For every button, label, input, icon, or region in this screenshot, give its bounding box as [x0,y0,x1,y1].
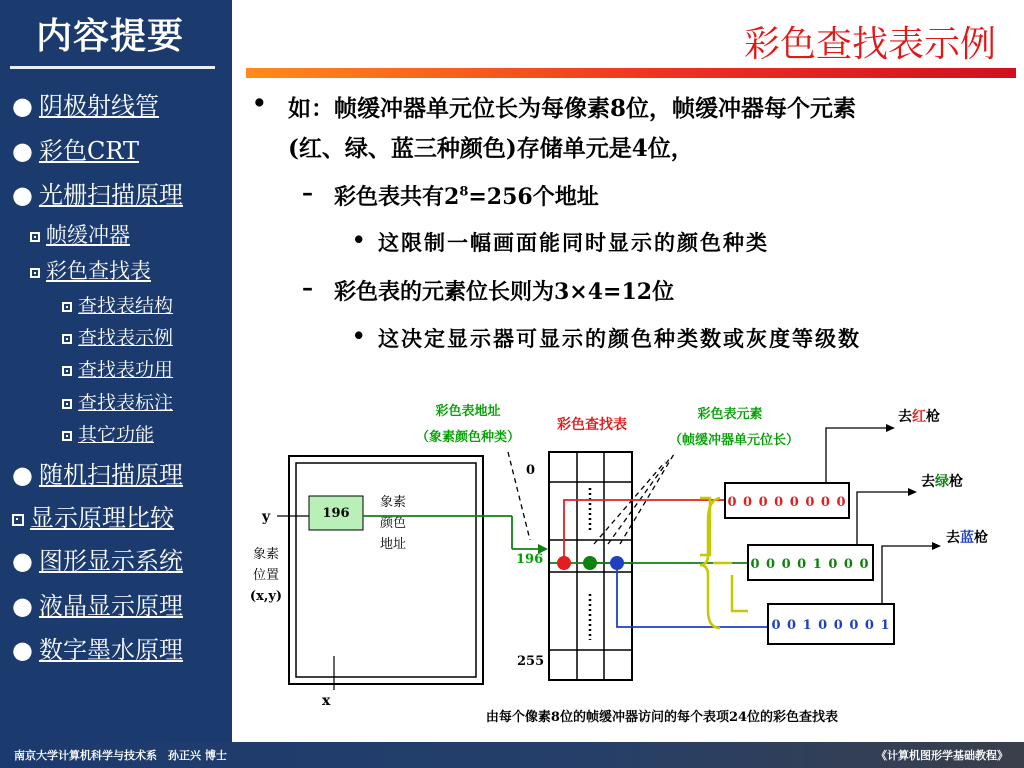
bullet-icon: ● [12,636,33,664]
sidebar [0,0,232,742]
sub-bullet-1 [334,180,599,211]
elem-label-2: （帧缓冲器单元位长） [668,433,800,448]
blue-dot [610,556,624,570]
arrow-head-icon [932,542,941,550]
green-gun-arrow [857,492,912,545]
page-title: 彩色查找表示例 [743,24,996,65]
pixel-addr-1: 象素 [379,495,407,510]
pos-label-1: 象素 [252,547,280,562]
red-gun-arrow [826,428,890,483]
sidebar-title: 内容提要 [36,16,185,57]
arrow-head-icon [908,488,917,496]
square-bullet-icon [62,399,72,409]
blue-bits: 0 0 1 0 0 0 0 1 [771,618,891,633]
axis-y-label: y [262,509,271,525]
to-green-gun-label: 去绿枪 [921,474,963,490]
nav-item-frame-buffer[interactable] [30,219,130,249]
nav-item-graphics-display-system[interactable] [12,541,183,576]
red-dot [557,556,571,570]
square-bullet-icon [12,514,24,526]
nav-label: 液晶显示原理 [38,592,183,620]
square-bullet-icon [62,302,72,312]
bullet-icon: ● [12,181,33,209]
to-blue-gun-label: 去蓝枪 [946,530,988,546]
nav-label: 光栅扫描原理 [38,181,183,209]
nav-item-lcd-principle[interactable] [12,586,183,621]
nav-label: 图形显示系统 [38,547,183,575]
title-gradient-rule [246,68,1016,78]
bullet-icon: ● [12,137,33,165]
red-bits: 0 0 0 0 0 0 0 0 [727,495,847,510]
square-bullet-icon [62,334,72,344]
row-196-label: 196 [516,552,544,567]
nav-item-random-scan[interactable] [12,455,183,490]
square-bullet-icon [62,366,72,376]
nav-item-crt-tube[interactable] [12,86,159,121]
dash-icon: – [302,180,313,206]
arrow-head-icon [886,424,895,432]
blue-gun-arrow [882,546,936,604]
nav-item-lut-function[interactable] [62,355,173,382]
nav-label: 彩色CRT [38,137,139,165]
to-red-gun-label: 去红枪 [898,409,940,425]
nav-item-display-comparison[interactable] [12,498,174,533]
subsub-bullet-1: 这限制一幅画面能同时显示的颜色种类 [378,230,769,255]
sub1-text: 彩色表共有2 [334,184,460,210]
nav-label: 帧缓冲器 [46,223,130,247]
bullet-dot-icon: • [352,227,368,252]
row-255-label: 255 [517,654,545,669]
footer-bar [0,742,1024,768]
square-bullet-icon [62,431,72,441]
sidebar-divider [10,66,215,69]
bullet-dot-icon: • [352,323,368,348]
nav-label: 彩色查找表 [46,259,151,283]
bullet-dot-icon: • [252,90,267,117]
sub1-text-end: =256个地址 [468,184,599,210]
dash-icon: – [302,275,313,301]
nav-label: 其它功能 [78,424,155,446]
nav-item-raster-scan[interactable] [12,175,183,210]
frame-buffer-outer [289,456,483,684]
sub-bullet-2: 彩色表的元素位长则为3×4=12位 [334,279,675,305]
nav-item-lut-annotation[interactable] [62,388,173,415]
pixel-addr-3: 地址 [379,537,407,552]
nav-label: 查找表结构 [78,295,174,317]
nav-item-lut-example[interactable] [62,323,173,350]
nav-label: 查找表标注 [78,392,174,414]
nav-item-other-functions[interactable] [62,420,154,447]
footer-left-text: 南京大学计算机科学与技术系 孙正兴 博士 [14,749,227,762]
nav-item-color-crt[interactable] [12,131,139,166]
pos-label-2: 位置 [252,568,280,583]
nav-item-digital-ink[interactable] [12,630,183,665]
nav-label: 随机扫描原理 [38,461,183,489]
pixel-value: 196 [322,506,350,521]
footer-right-text: 《计算机图形学基础教程》 [876,749,1008,762]
addr-label-2: （象素颜色种类） [415,430,521,445]
addr-label-1: 彩色表地址 [435,404,501,419]
square-bullet-icon [30,232,40,242]
bullet1-line1: 如：帧缓冲器单元位长为每像素8位，帧缓冲器每个元素 [288,95,857,122]
nav-label: 数字墨水原理 [38,636,183,664]
bullet-icon: ● [12,461,33,489]
nav-label: 阴极射线管 [38,92,159,120]
green-bits: 0 0 0 0 1 0 0 0 [750,557,870,572]
row-0-label: 0 [526,463,536,478]
nav-item-lut-structure[interactable] [62,291,173,318]
blue-connection-line [617,563,768,627]
sub1-superscript: 8 [459,184,469,200]
nav-label: 查找表示例 [78,327,174,349]
nav-label: 查找表功用 [78,359,174,381]
bullet-icon: ● [12,547,33,575]
pos-label-3: (x,y) [249,589,283,604]
green-dot [583,556,597,570]
bullet-icon: ● [12,592,33,620]
diagram-caption: 由每个像素8位的帧缓冲器访问的每个表项24位的彩色查找表 [485,710,839,725]
bullet-icon: ● [12,92,33,120]
axis-x-label: x [322,693,331,709]
bullet1-line2: (红、绿、蓝三种颜色)存储单元是4位， [288,135,694,162]
subsub-bullet-2: 这决定显示器可显示的颜色种类数或灰度等级数 [378,326,861,351]
nav-label: 显示原理比较 [30,504,174,532]
brace-tick [732,575,748,611]
nav-item-color-lookup-table[interactable] [30,255,151,285]
lut-label: 彩色查找表 [557,417,627,433]
elem-label-1: 彩色表元素 [697,407,763,422]
lookup-table-diagram [244,392,1016,737]
pixel-addr-2: 颜色 [379,516,407,531]
square-bullet-icon [30,268,40,278]
